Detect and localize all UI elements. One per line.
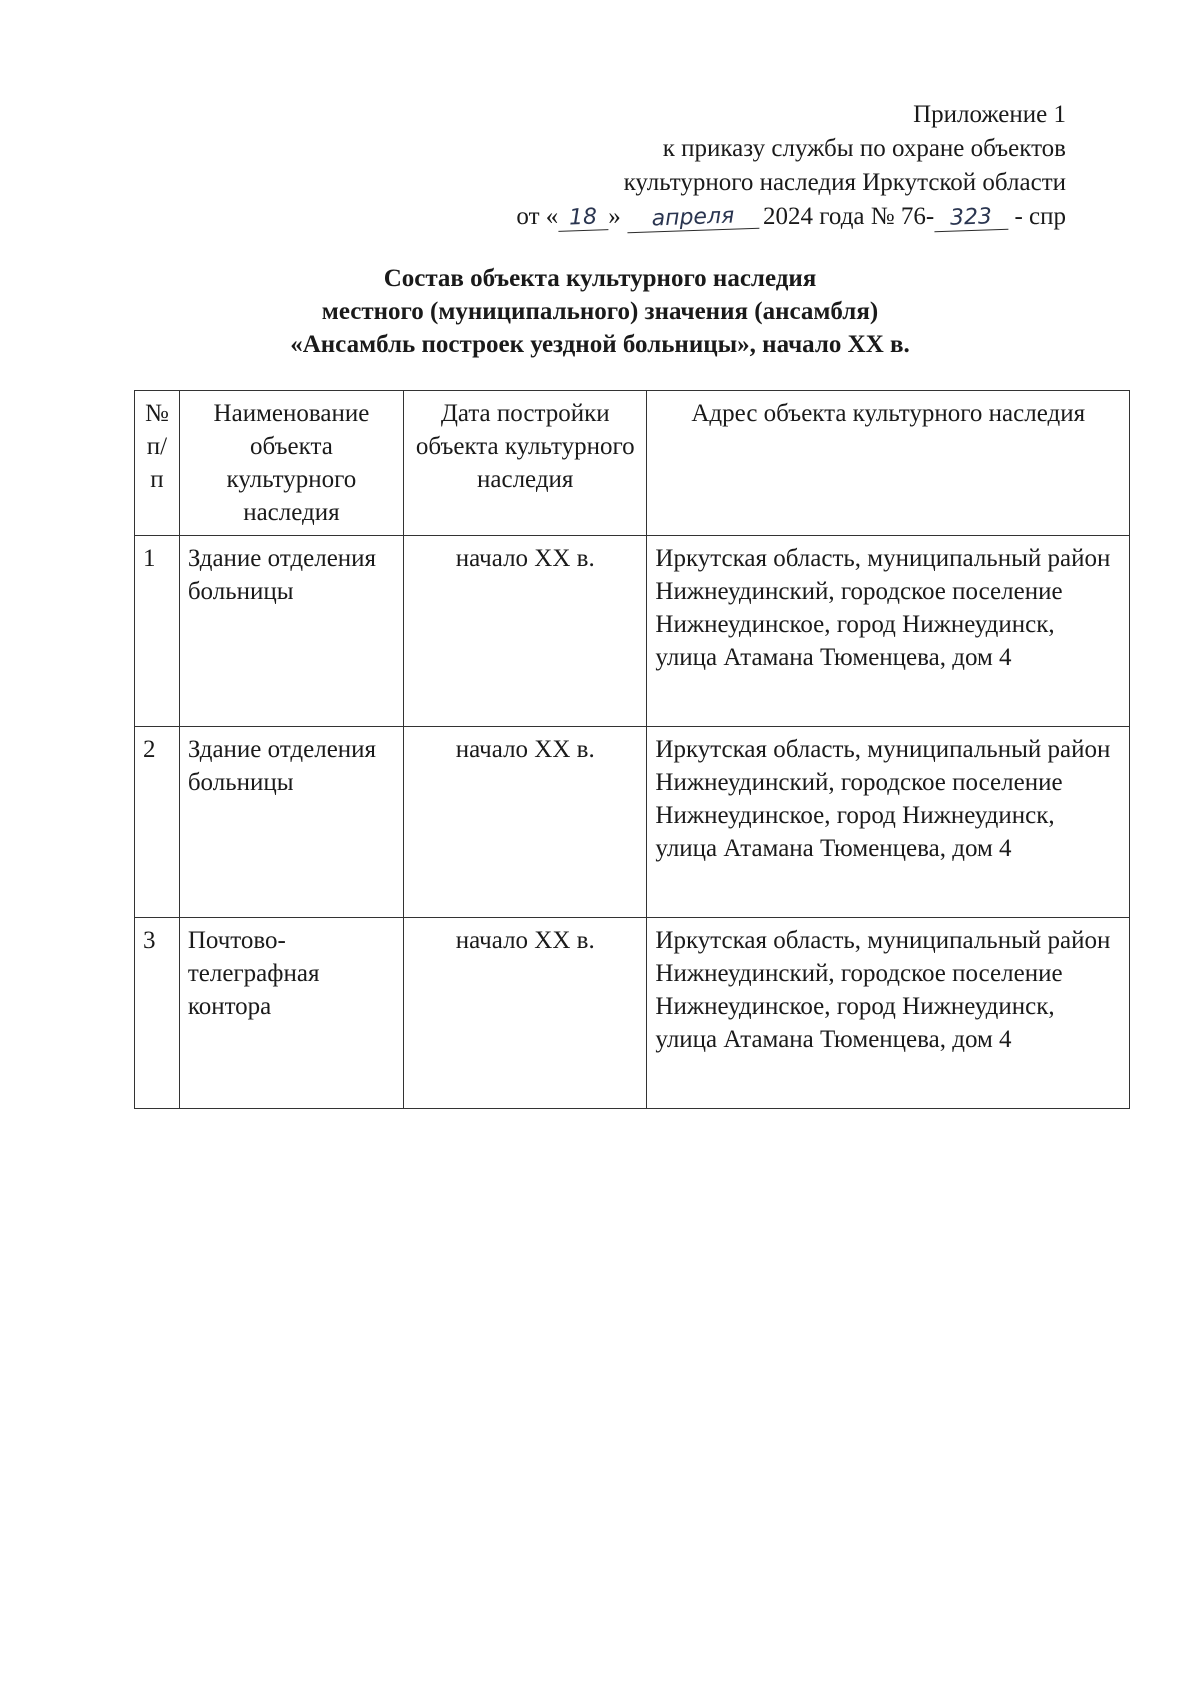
table-row [135, 536, 1130, 727]
object-address: Иркутская область, муниципальный район Нижнеудинский, городское поселение Нижнеудинское, город Нижнеудинск, улица Атамана Тюменцева, дом 4 [647, 727, 1130, 918]
object-address: Иркутская область, муниципальный район Нижнеудинский, городское поселение Нижнеудинское, город Нижнеудинск, улица Атамана Тюменцева, дом 4 [647, 918, 1130, 1109]
row-number: 3 [135, 918, 180, 1109]
date-prefix: от « [516, 203, 559, 230]
heritage-objects-table [134, 390, 1130, 1109]
date-month-handwritten: апреля [627, 204, 760, 234]
construction-date: начало XX в. [404, 918, 647, 1109]
appendix-line-2: к приказу службы по охране объектов [662, 135, 1066, 162]
table-header-row [135, 391, 1130, 536]
object-name: Почтово-телеграфная контора [179, 918, 403, 1109]
title-line-1: Состав объекта культурного наследия [383, 265, 817, 292]
column-header-number: № п/п [135, 391, 180, 536]
order-number-handwritten: 323 [934, 205, 1009, 233]
appendix-header [516, 98, 1066, 234]
document-title [0, 262, 1200, 361]
column-header-date: Дата постройки объекта культурного наследия [404, 391, 647, 536]
date-mid: » [608, 203, 621, 230]
column-header-address: Адрес объекта культурного наследия [647, 391, 1130, 536]
row-number: 2 [135, 727, 180, 918]
order-suffix: - спр [1008, 203, 1066, 230]
appendix-title: Приложение 1 [913, 101, 1066, 128]
column-header-name: Наименование объекта культурного наследия [179, 391, 403, 536]
table-row [135, 918, 1130, 1109]
object-name: Здание отделения больницы [179, 727, 403, 918]
row-number: 1 [135, 536, 180, 727]
construction-date: начало XX в. [404, 536, 647, 727]
table-row [135, 727, 1130, 918]
title-line-2: местного (муниципального) значения (ансамбля) [321, 298, 879, 325]
date-year-text: 2024 года № 76- [763, 203, 935, 230]
object-name: Здание отделения больницы [179, 536, 403, 727]
object-address: Иркутская область, муниципальный район Нижнеудинский, городское поселение Нижнеудинское, город Нижнеудинск, улица Атамана Тюменцева, дом 4 [647, 536, 1130, 727]
date-day-handwritten: 18 [558, 205, 609, 232]
appendix-date-line [516, 200, 1066, 234]
construction-date: начало XX в. [404, 727, 647, 918]
title-line-3: «Ансамбль построек уездной больницы», начало XX в. [290, 331, 910, 358]
appendix-line-3: культурного наследия Иркутской области [623, 169, 1066, 196]
